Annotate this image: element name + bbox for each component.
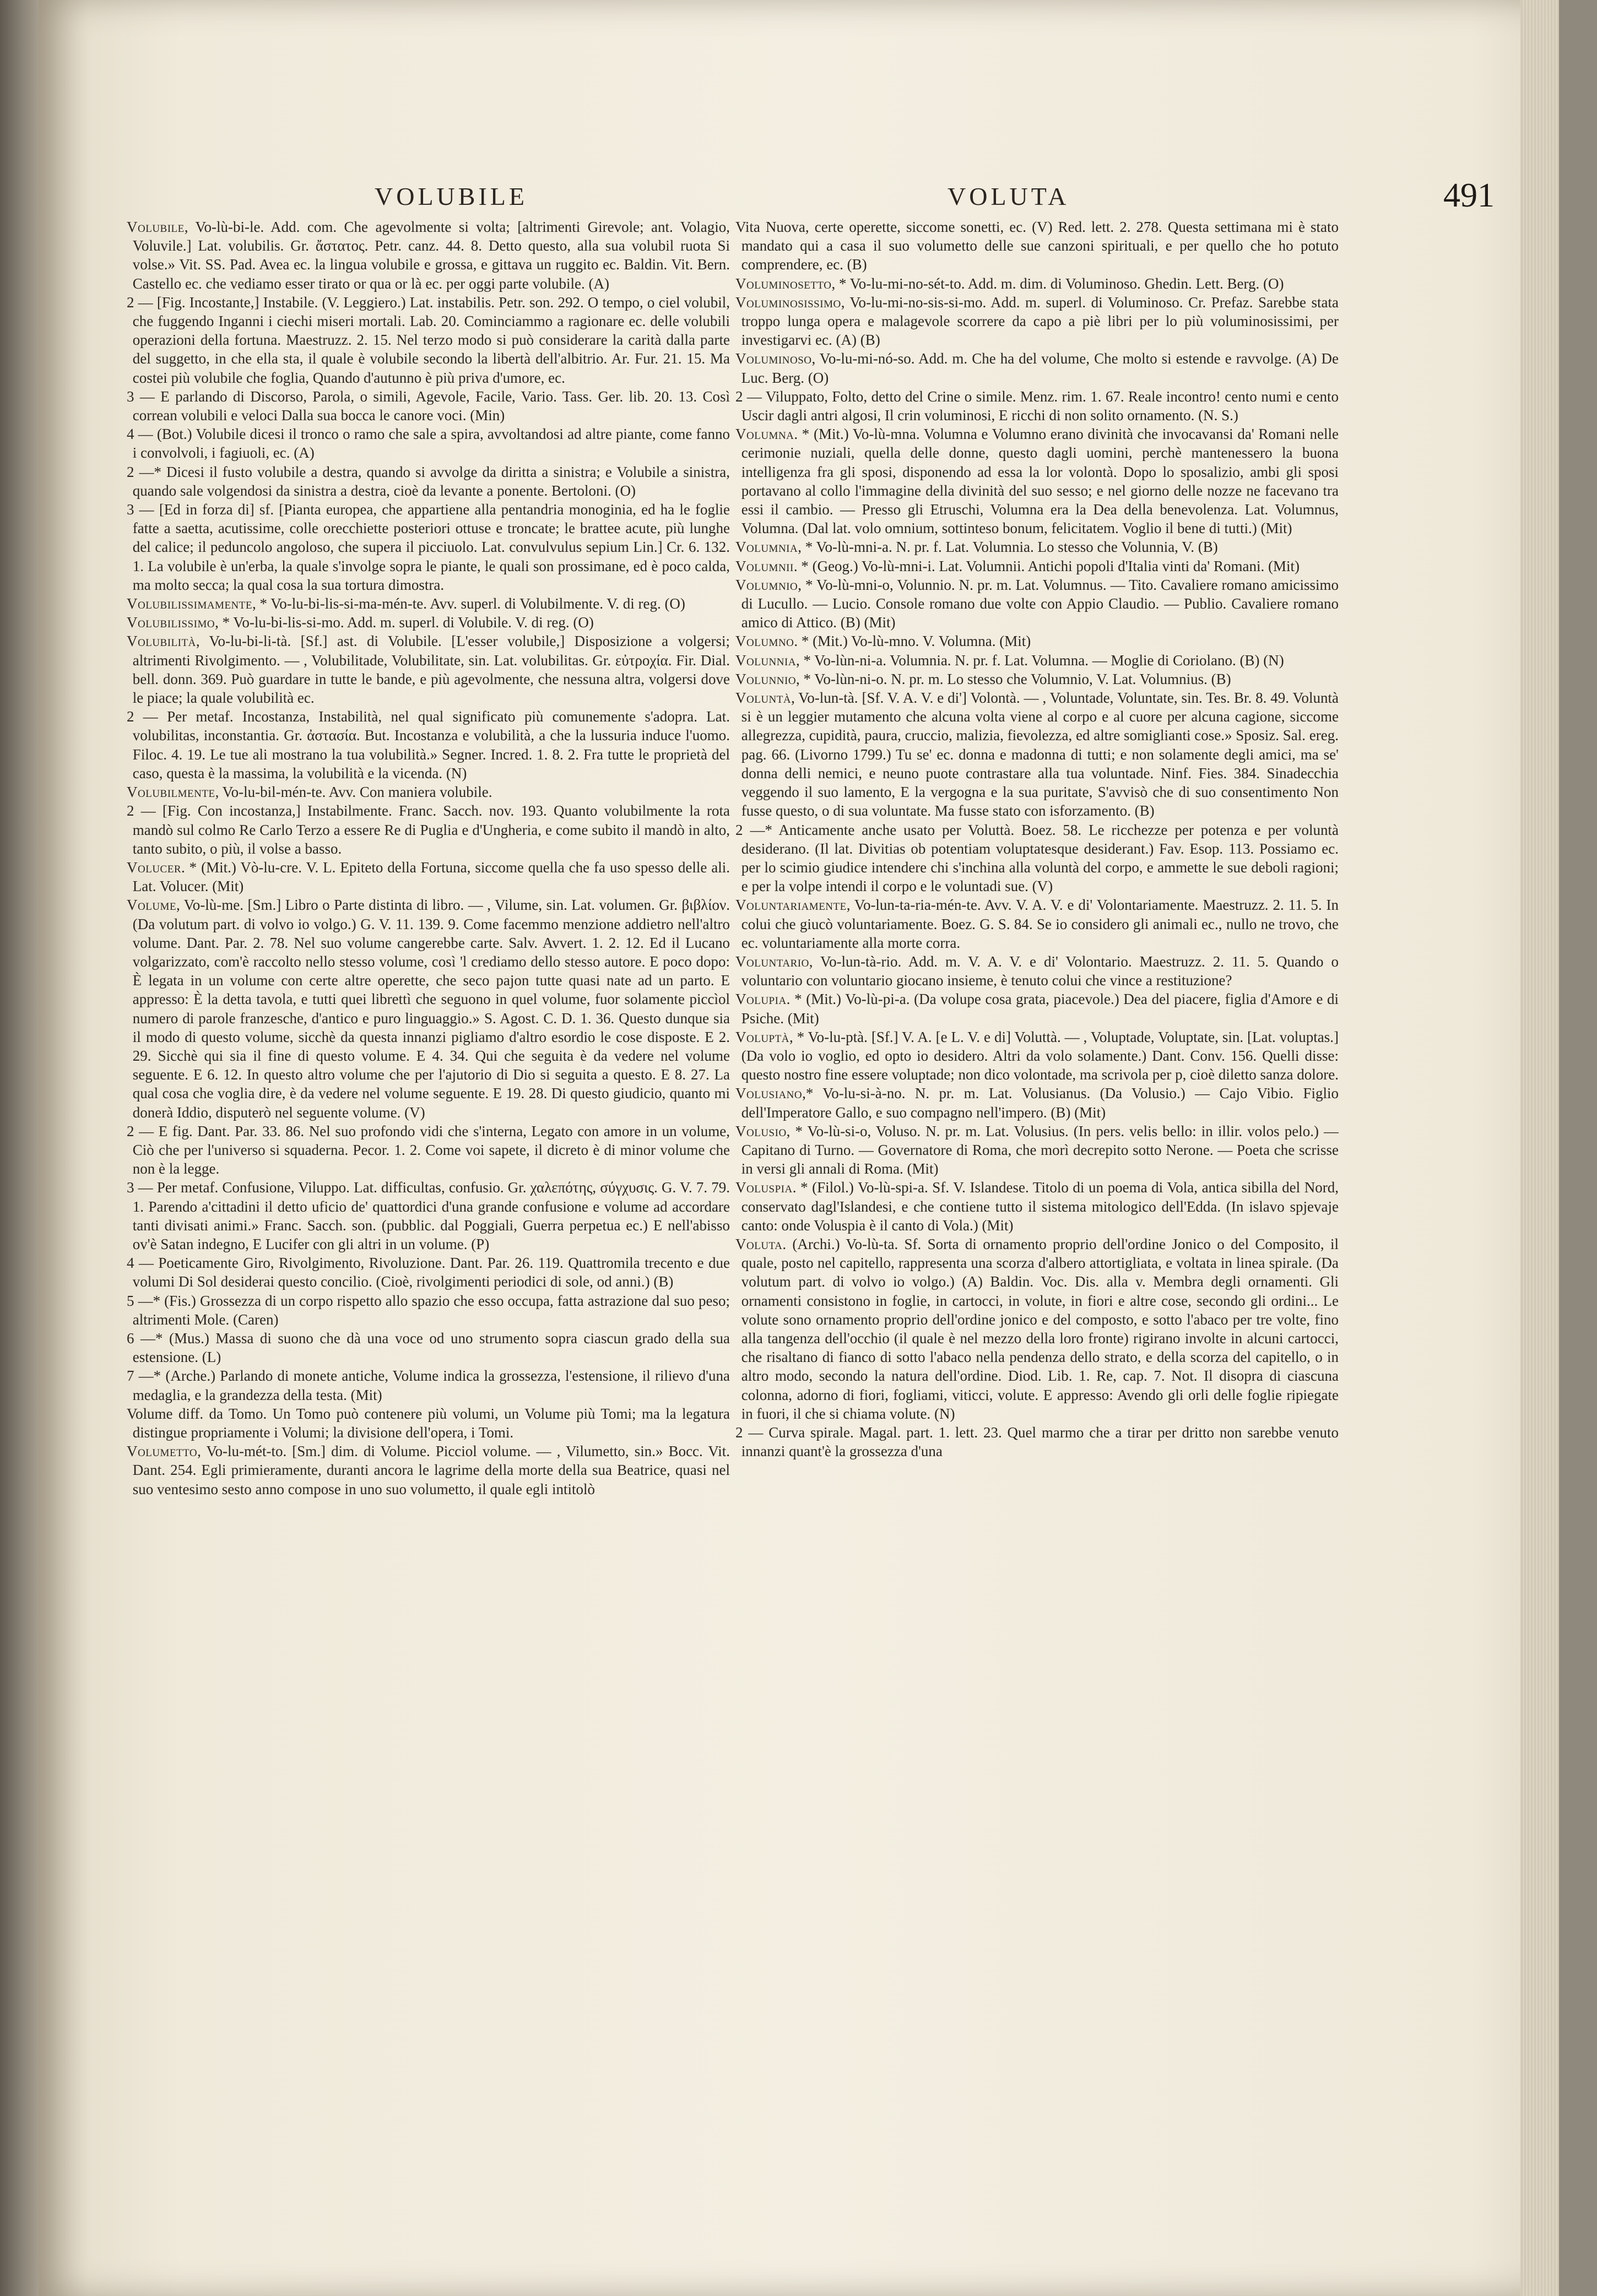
entry-headword: Voluminoso	[735, 350, 812, 367]
entry-text: , * Vo-lù-mni-a. N. pr. f. Lat. Volumnia. Lo stesso che Volunnia, V. (B)	[798, 539, 1218, 556]
entry-text: 2 —* Anticamente anche usato per Voluttà. Boez. 58. Le ricchezze per potenza e per voluntà desiderano. (Il lat. Divitias ob potentiam voluptatesque desiderant.) Fav. Esop. 113. Possiamo ec. per lo scimio giudice intendere chi s'inchina alla voluntà del corpo, e ammette le sue deboli ragioni; e per la volpe intendi il corpo e le voluntadi sue. (V)	[735, 821, 1339, 895]
dictionary-entry	[127, 895, 730, 1121]
entry-headword: Voluptà	[735, 1028, 789, 1045]
entry-text: 2 — Viluppato, Folto, detto del Crine o simile. Menz. rim. 1. 67. Reale incontro! cento numi e cento Uscir dagli antri algosi, Il crin voluminosi, E ricchi di non solito ornamento. (N. S.)	[735, 388, 1339, 424]
dictionary-entry	[735, 387, 1339, 425]
entry-headword: Volumnii	[735, 557, 794, 574]
entry-text: . * (Geog.) Vo-lù-mni-i. Lat. Volumnii. Antichi popoli d'Italia vinti da' Romani. (Mit)	[793, 557, 1300, 574]
dictionary-entry	[735, 990, 1339, 1027]
entry-text: . * (Mit.) Vo-lù-mna. Volumna e Volumno erano divinità che invocavansi da' Romani nelle cerimonie nuziali, quella delle donne, questo dagli uomini, perchè mantenessero la buona intelligenza fra gli sposi, disponendo ad essa la lor volontà. Dopo lo sposalizio, ambi gli sposi portavano al collo l'immagine della divinità del suo sesso; e nel giorno delle nozze ne facevano tra essi il cambio. — Presso gli Etruschi, Volumna era la Dea della benevolenza. Lat. Volumnus, Volumna. (Dal lat. volo omnium, sottinteso bonum, felicitatem. Voglio il bene di tutti.) (Mit)	[741, 426, 1339, 537]
dictionary-entry	[735, 632, 1339, 650]
entry-headword: Voluta	[735, 1235, 783, 1252]
page-number: 491	[1443, 177, 1495, 214]
entry-text: 6 —* (Mus.) Massa di suono che dà una voce od uno strumento sopra ciascun grado della sua estensione. (L)	[127, 1329, 730, 1366]
dictionary-entry	[735, 1423, 1339, 1461]
dictionary-entry	[735, 1084, 1339, 1121]
entry-headword: Voluntario	[735, 953, 809, 970]
dictionary-entry	[735, 1235, 1339, 1423]
entry-text: 3 — Per metaf. Confusione, Viluppo. Lat. difficultas, confusio. Gr. χαλεπότης, σύγχυσις. G. V. 7. 79. 1. Parendo a'cittadini il detto uficio de' quattordici d'una grande confusione e volume ad accordare tanti divisati animi.» Franc. Sacch. son. (pubblic. dal Poggiali, Guerra perpetua ec.) E nell'abisso ov'è Satan indegno, E Lucifer con gli altri in un volume. (P)	[127, 1179, 730, 1252]
entry-headword: Volubilissimamente	[127, 595, 252, 612]
entry-text: , * Vo-lu-bi-lis-si-ma-mén-te. Avv. superl. di Volubilmente. V. di reg. (O)	[252, 595, 685, 612]
entry-text: . * (Filol.) Vo-lù-spi-a. Sf. V. Islandese. Titolo di un poema di Vola, antica sibilla del Nord, conservato dagl'Islandesi, e che contiene tutto il sistema mitologico dell'Edda. (In islavo spjevaje canto: onde Voluspia è il canto di Vola.) (Mit)	[741, 1179, 1339, 1234]
dictionary-entry	[735, 1122, 1339, 1179]
entry-headword: Volucer	[127, 859, 181, 876]
dictionary-entry	[127, 858, 730, 895]
dictionary-entry	[127, 594, 730, 613]
dictionary-entry	[127, 1366, 730, 1404]
entry-text: , Vo-lu-bil-mén-te. Avv. Con maniera volubile.	[215, 784, 492, 801]
dictionary-entry	[735, 821, 1339, 896]
dictionary-entry	[735, 651, 1339, 670]
dictionary-entry	[127, 1253, 730, 1291]
entry-text: , Vo-lu-mi-no-sis-si-mo. Add. m. superl. di Voluminoso. Cr. Prefaz. Sarebbe stata troppo lunga opera e malagevole scorrere da capo a piè libri per lo più voluminosissimi, per investigarvi ec. (A) (B)	[741, 294, 1339, 349]
dictionary-entry	[127, 1291, 730, 1329]
entry-text: , Vo-lun-tà-rio. Add. m. V. A. V. e di' Volontario. Maestruzz. 2. 11. 5. Quando o voluntario con voluntario giocano insieme, è tenuto colui che vince a restituzione?	[741, 953, 1339, 989]
dictionary-entry	[127, 218, 730, 293]
entry-headword: Volunnio	[735, 670, 797, 687]
dictionary-entry	[735, 1028, 1339, 1084]
dictionary-entry	[127, 1329, 730, 1366]
dictionary-entry	[127, 783, 730, 801]
page-fore-edge	[1520, 0, 1559, 2296]
entry-text: , * Vo-lù-mni-o, Volunnio. N. pr. m. Lat. Volumnus. — Tito. Cavaliere romano amicissimo di Lucullo. — Lucio. Console romano due volte con Appio Claudio. — Publio. Cavaliere romano amico di Attico. (B) (Mit)	[741, 576, 1339, 631]
entry-text: , * Vo-lù-si-o, Voluso. N. pr. m. Lat. Volusius. (In pers. velis bello: in illir. volos pelo.) — Capitano di Turno. — Governatore di Roma, che morì decrepito sotto Nerone. — Poeta che scrisse in versi gli annali di Roma. (Mit)	[741, 1122, 1339, 1177]
entry-headword: Voluspia	[735, 1179, 793, 1196]
entry-headword: Volume	[127, 897, 177, 914]
entry-text: 5 —* (Fis.) Grossezza di un corpo rispetto allo spazio che esso occupa, fatta astrazione dal suo peso; altrimenti Mole. (Caren)	[127, 1292, 730, 1328]
dictionary-entry	[735, 349, 1339, 387]
dictionary-entry	[735, 895, 1339, 952]
dictionary-entry	[735, 274, 1339, 293]
entry-headword: Voluminosissimo	[735, 294, 841, 311]
entry-text: , * Vo-lu-bi-lis-si-mo. Add. m. superl. di Volubile. V. di reg. (O)	[215, 614, 594, 631]
entry-text: Vita Nuova, certe operette, siccome sonetti, ec. (V) Red. lett. 2. 278. Questa settimana mi è stato mandato qui a casa il suo volumetto delle sue canzoni spirituali, e per quello che ho potuto comprendere, ec. (B)	[735, 219, 1339, 273]
dictionary-entry	[127, 293, 730, 387]
entry-text: , Vo-lun-ta-ria-mén-te. Avv. V. A. V. e di' Volontariamente. Maestruzz. 2. 11. 5. In colui che giucò voluntariamente. Boez. G. S. 84. Se io considero gli animali ec., nullo ne trovo, che ec. voluntariamente alla morte corra.	[741, 897, 1339, 951]
running-head-right: VOLUTA	[948, 182, 1070, 210]
entry-text: 2 — [Fig. Incostante,] Instabile. (V. Leggiero.) Lat. instabilis. Petr. son. 292. O tempo, o ciel volubil, che fuggendo Inganni i ciechi miseri mortali. Lab. 20. Cominciammo a ragionare ec. delle volubili operazioni della fortuna. Maestruzz. 2. 15. Nel terzo modo si può considerare la carità dalla parte del suggetto, in che ella sta, il quale è volubile secondo la libertà dell'albitrio. Ar. Fur. 21. 15. Ma costei più volubile che foglia, Quando d'autunno è più priva d'umore, ec.	[127, 294, 730, 386]
running-head-left: VOLUBILE	[375, 182, 528, 210]
entry-text: ,* Vo-lu-si-à-no. N. pr. m. Lat. Volusianus. (Da Volusio.) — Cajo Vibio. Figlio dell'Imperatore Gallo, e suo compagno nell'impero. (B) (Mit)	[741, 1085, 1339, 1121]
dictionary-entry	[127, 1442, 730, 1499]
entry-text: 2 — Curva spirale. Magal. part. 1. lett. 23. Quel marmo che a tirar per dritto non sarebbe venuto innanzi quant'è la grossezza d'una	[735, 1424, 1339, 1460]
entry-headword: Volubilmente	[127, 784, 215, 801]
dictionary-entry	[735, 557, 1339, 576]
dictionary-entry	[127, 1178, 730, 1253]
dictionary-entry	[735, 293, 1339, 350]
entry-headword: Volusio	[735, 1122, 787, 1139]
dictionary-entry	[127, 387, 730, 425]
entry-text: 3 — [Ed in forza di] sf. [Pianta europea, che appartiene alla pentandria monoginia, ed ha le foglie fatte a saetta, acutissime, colle orecchiette posteriori ottuse e troncate; le brattee acute, più lunghe del calice; il peduncolo angoloso, che supera il picciuolo. Lat. convulvulus sepium Lin.] Cr. 6. 132. 1. La volubile è un'erba, la quale s'involge sopra le piante, le quali son prossimane, ed è poco calda, ma molto secca; la qual cosa la sua tortura dimostra.	[127, 501, 730, 593]
entry-headword: Volumetto	[127, 1443, 198, 1460]
dictionary-entry	[735, 576, 1339, 632]
dictionary-entry	[127, 1404, 730, 1442]
entry-headword: Volubilità	[127, 633, 196, 650]
dictionary-entry	[127, 425, 730, 462]
entry-headword: Voluntà	[735, 690, 792, 707]
entry-headword: Volupia	[735, 991, 787, 1008]
entry-text: , Vo-lu-mét-to. [Sm.] dim. di Volume. Picciol volume. — , Vilumetto, sin.» Bocc. Vit. Dant. 254. Egli primieramente, duranti ancora le lagrime della morte della sua Beatrice, quasi nel suo ventesimo sesto anno compose in uno suo volumetto, il quale egli intitolò	[132, 1443, 730, 1497]
entry-headword: Volubile	[127, 219, 185, 235]
dictionary-entry	[735, 688, 1339, 820]
left-text-column	[127, 218, 730, 2222]
entry-text: , * Vo-lùn-ni-a. Volumnia. N. pr. f. Lat. Volumna. — Moglie di Coriolano. (B) (N)	[796, 652, 1284, 669]
entry-text: , Vo-lun-tà. [Sf. V. A. V. e di'] Volontà. — , Voluntade, Voluntate, sin. Tes. Br. 8. 49. Voluntà si è un leggier mutamento che alcuna volta viene al corpo e al cuore per alcuna cagione, siccome allegrezza, cupidità, paura, cruccio, malizia, fievolezza, ed altre somiglianti cose.» Sposiz. Sal. ereg. pag. 66. (Livorno 1799.) Tu se' ec. donna e madonna di tutti; e non solamente degli amici, ma se' donna delli nemici, e neuno puote contrastare alla tua voluntade. Ninf. Fies. 384. Sinadecchia veggendo il suo lamento, E la vergogna e la sua puritate, S'avvisò che di suo consentimento Non fusse questo, o di sua voluntate. Ma fusse stato con isforzamento. (B)	[741, 690, 1339, 819]
entry-headword: Voluminosetto	[735, 275, 832, 292]
entry-headword: Volumna	[735, 426, 794, 443]
dictionary-entry	[735, 952, 1339, 990]
entry-headword: Volumnio	[735, 576, 798, 593]
entry-text: 2 —* Dicesi il fusto volubile a destra, quando si avvolge da diritta a sinistra; e Volubile a sinistra, quando sale volgendosi da sinistra a destra, cioè da levante a ponente. Bertoloni. (O)	[127, 463, 730, 499]
entry-text: 7 —* (Arche.) Parlando di monete antiche, Volume indica la grossezza, l'estensione, il rilievo d'una medaglia, e la grandezza della testa. (Mit)	[127, 1367, 730, 1403]
entry-text: 4 — (Bot.) Volubile dicesi il tronco o ramo che sale a spira, avvoltandosi ad altre piante, come fanno i convolvoli, i fagiuoli, ec. (A)	[127, 426, 730, 462]
entry-text: . * (Mit.) Vo-lù-pi-a. (Da volupe cosa grata, piacevole.) Dea del piacere, figlia d'Amore e di Psiche. (Mit)	[741, 991, 1339, 1027]
entry-text: . * (Mit.) Vò-lu-cre. V. L. Epiteto della Fortuna, siccome quella che fa uso spesso delle ali. Lat. Volucer. (Mit)	[132, 859, 730, 895]
dictionary-entry	[735, 218, 1339, 274]
dictionary-entry	[127, 632, 730, 707]
entry-text: , Vo-lu-bi-li-tà. [Sf.] ast. di Volubile. [L'esser volubile,] Disposizione a volgersi; altrimenti Rivolgimento. — , Volubilitade, Volubilitate, sin. Lat. volubilitas. Gr. εὐτροχία. Fir. Dial. bell. donn. 369. Può guardare in tutte le bande, e più agevolmente, che nessuna altra, volgersi dove le piace; la quale volubilità ec.	[132, 633, 730, 707]
entry-text: , Vo-lù-me. [Sm.] Libro o Parte distinta di libro. — , Vilume, sin. Lat. volumen. Gr. βιβλίον. (Da volutum part. di volvo io volgo.) G. V. 11. 139. 9. Come facemmo menzione addietro nell'altro volume. Dant. Par. 2. 78. Nel suo volume cangerebbe carte. Salv. Avvert. 1. 2. 12. Ed il Lucano volgarizzato, com'è raccolto nello stesso volume, così 'l crediamo dello stesso autore. E poco dopo: È legata in un volume con certe altre operette, che seco pajon tutte quasi nate ad un parto. E appresso: È la detta tavola, e tutti quei librettì che seguono in quel volume, fuor solamente piccìol numero di parole franzesche, d'antico e puro linguaggio.» S. Agost. C. D. 1. 36. Questo dunque sia il modo di questo volume, sicchè da questa innanzi pigliamo d'altro esordio le cose disposte. E 2. 29. Sicchè qui sia il fine di questo volume. E 4. 34. Qui che seguita è da vedere nel volume seguente. E 6. 12. In questo altro volume che per l'ajutorio di Dio si seguita a questo. E 8. 27. La qual cosa che voglia dire, è da vedere nel volume seguente. E 19. 28. Di questo giudicio, quanto mi donerà Iddio, disputerò nel seguente volume. (V)	[132, 897, 730, 1121]
dictionary-entry	[735, 1178, 1339, 1235]
dictionary-entry	[127, 1122, 730, 1179]
entry-text: 2 — [Fig. Con incostanza,] Instabilmente. Franc. Sacch. nov. 193. Quanto volubilmente la rota mandò sul colmo Re Carlo Terzo a essere Re di Puglia e d'Ungheria, e come subito il mandò in alto, tanto subito, o più, il volse a basso.	[127, 802, 730, 857]
entry-text: , Vo-lu-mi-nó-so. Add. m. Che ha del volume, Che molto si estende e ravvolge. (A) De Luc. Berg. (O)	[741, 350, 1339, 386]
dictionary-entry	[127, 463, 730, 500]
entry-headword: Voluntariamente	[735, 897, 847, 914]
entry-headword: Volunnia	[735, 652, 797, 669]
facing-page-edge	[0, 0, 39, 2296]
entry-headword: Volusiano	[735, 1085, 803, 1102]
entry-text: , * Vo-lu-ptà. [Sf.] V. A. [e L. V. e di] Voluttà. — , Voluptade, Voluptate, sin. [Lat. voluptas.] (Da volo io voglio, ed opto io desidero. Altri da volo solamente.) Dant. Conv. 156. Quelli disse: questo nostro fine essere voluptade; non dico volontade, ma scrivola per p, cioè diletto sanza dolore.	[741, 1028, 1339, 1083]
dictionary-entry	[127, 707, 730, 783]
entry-text: , * Vo-lu-mi-no-sét-to. Add. m. dim. di Voluminoso. Ghedin. Lett. Berg. (O)	[831, 275, 1284, 292]
dictionary-entry	[735, 425, 1339, 538]
dictionary-entry	[127, 613, 730, 632]
entry-text: 2 — Per metaf. Incostanza, Instabilità, nel qual significato più comunemente s'adopra. Lat. volubilitas, inconstantia. Gr. ἀστασία. But. Incostanza e volubilità, a che la lussuria induce l'uomo. Filoc. 4. 19. Le tue ali mostrano la tua volubilità.» Segner. Incred. 1. 8. 2. Fra tutte le proprietà del caso, questa è la massima, la volubilità e la vicenda. (N)	[127, 708, 730, 781]
entry-text: , * Vo-lùn-ni-o. N. pr. m. Lo stesso che Volumnio, V. Lat. Volumnius. (B)	[796, 670, 1231, 687]
right-text-column	[735, 218, 1339, 2222]
entry-text: 4 — Poeticamente Giro, Rivolgimento, Rivoluzione. Dant. Par. 26. 119. Quattromila trecento e due volumi Di Sol desiderai questo concilio. (Cioè, rivolgimenti periodici di sole, od anni.) (B)	[127, 1255, 730, 1290]
entry-headword: Volumnia	[735, 539, 798, 556]
entry-text: . (Archi.) Vo-lù-ta. Sf. Sorta di ornamento proprio dell'ordine Jonico o del Composito, il quale, posto nel capitello, rappresenta una scorza d'albero attortigliata, e voltata in linea spirale. (Da volutum part. di volvo io volgo.) (A) Baldin. Voc. Dis. alla v. Membra degli ornamenti. Gli ornamenti consistono in foglie, in cartocci, in volute, in fiori e altre cose, secondo gli ordini... Le volute sono ornamento proprio dell'ordine jonico e del composto, e sotto l'abaco per tre volte, fino alla tangenza dell'occhio (il quale è nel mezzo della loro fronte) rigirano involte in alcuni cartocci, che risaltano di fianco di sotto l'abaco nella pendenza dello strato, e della scorza del capitello, o in altro modo, secondo la natura dell'ordine. Diod. Lib. 1. Re, cap. 7. Not. Il disopra di ciascuna colonna, adorno di fiori, fogliami, viticci, volute. E appresso: Avendo gli orli delle foglie ripiegate in fuori, il che si chiama volute. (N)	[741, 1235, 1339, 1422]
entry-text: 3 — E parlando di Discorso, Parola, o simili, Agevole, Facile, Vario. Tass. Ger. lib. 20. 13. Così correan volubili e veloci Dalla sua bocca le canore voci. (Min)	[127, 388, 730, 424]
entry-text: . * (Mit.) Vo-lù-mno. V. Volumna. (Mit)	[794, 633, 1031, 650]
dictionary-entry	[735, 670, 1339, 688]
entry-text: , Vo-lù-bi-le. Add. com. Che agevolmente si volta; [altrimenti Girevole; ant. Volagio, Voluvile.] Lat. volubilis. Gr. ἄστατος. Petr. canz. 44. 8. Detto questo, alla sua volubil ruota Si volse.» Vit. SS. Pad. Avea ec. la lingua volubile e grossa, e gittava un ruggito ec. Baldin. Vit. Bern. Castello ec. che vediamo esser tirato or qua or là ec. per oggi parte volubile. (A)	[132, 219, 730, 292]
entry-text: 2 — E fig. Dant. Par. 33. 86. Nel suo profondo vidi che s'interna, Legato con amore in un volume, Ciò che per l'universo si squaderna. Pecor. 1. 2. Come voi sapete, il dicreto è di minor volume che non è la legge.	[127, 1122, 730, 1177]
dictionary-entry	[127, 801, 730, 858]
entry-headword: Volumno	[735, 633, 794, 650]
dictionary-entry	[735, 538, 1339, 556]
entry-text: Volume diff. da Tomo. Un Tomo può contenere più volumi, un Volume più Tomi; ma la legatura distingue propriamente i Volumi; la divisione dell'opera, i Tomi.	[127, 1405, 730, 1441]
dictionary-entry	[127, 500, 730, 594]
entry-headword: Volubilissimo	[127, 614, 215, 631]
